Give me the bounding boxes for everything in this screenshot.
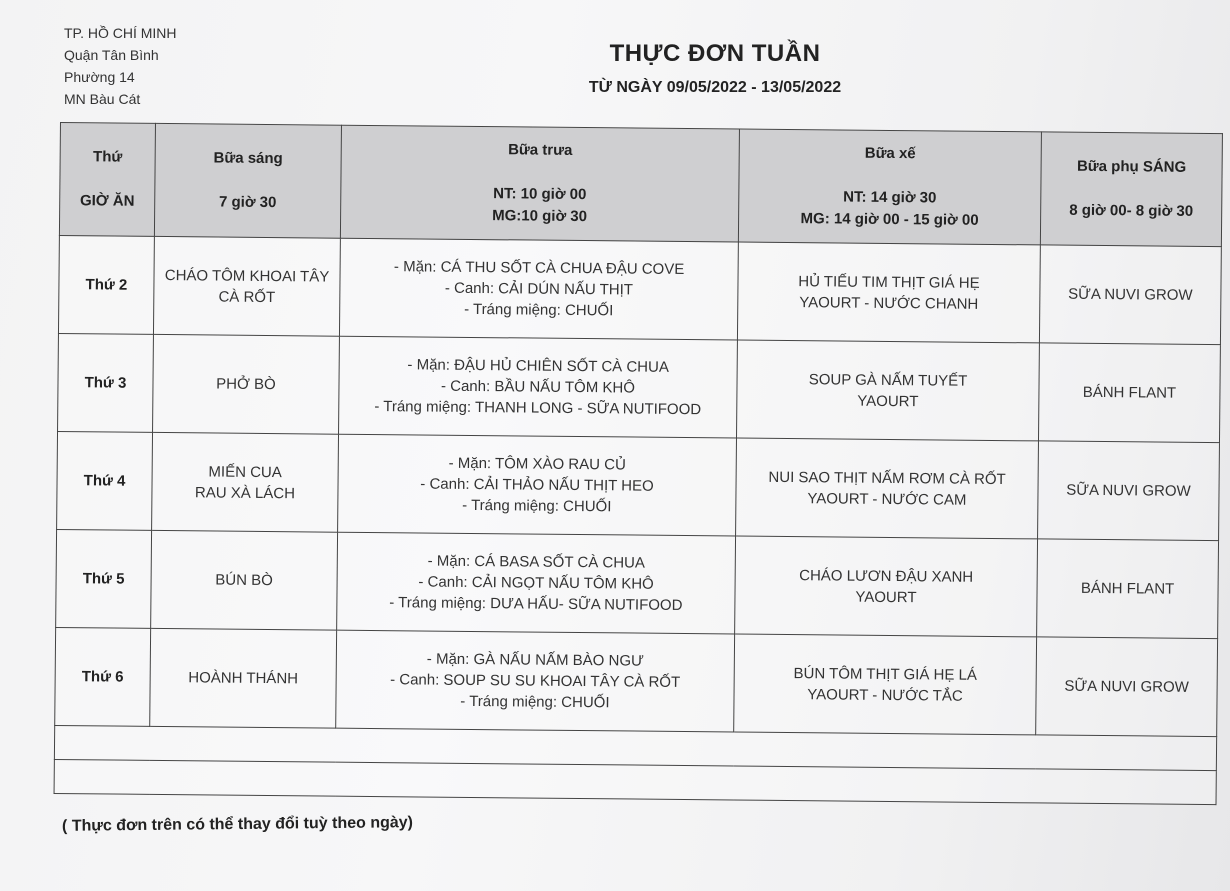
breakfast-line: CHÁO TÔM KHOAI TÂY [164, 266, 330, 286]
afternoon-line: HỦ TIẾU TIM THỊT GIÁ HẸ [798, 272, 980, 292]
afternoon-cell [735, 536, 1038, 637]
lunch-line: - Tráng miệng: DƯA HẤU- SỮA NUTIFOOD [389, 594, 683, 614]
afternoon-line: YAOURT - NƯỚC TẮC [807, 685, 963, 705]
lunch-line: - Canh: CẢI DÚN NẤU THỊT [444, 279, 634, 299]
header-lunch [340, 125, 739, 242]
weekly-menu-table [54, 122, 1223, 805]
breakfast-line: BÚN BÒ [215, 571, 273, 590]
afternoon-line: NUI SAO THỊT NẤM RƠM CÀ RỐT [768, 468, 1006, 488]
header-breakfast-label: Bữa sáng [213, 149, 283, 168]
address-city: TP. HỒ CHÍ MINH [64, 25, 177, 41]
afternoon-cell [736, 438, 1039, 539]
breakfast-cell [153, 334, 340, 434]
breakfast-cell [151, 530, 338, 630]
snack-cell: BÁNH FLANT [1038, 343, 1220, 443]
header-breakfast [154, 123, 341, 238]
lunch-cell [339, 336, 738, 438]
snack-cell: BÁNH FLANT [1037, 539, 1219, 639]
address-ward: Phường 14 [64, 69, 135, 85]
lunch-line: - Mặn: ĐẬU HỦ CHIÊN SỐT CÀ CHUA [407, 356, 669, 376]
breakfast-line: MIẾN CUA [208, 462, 282, 481]
date-range: TỪ NGÀY 09/05/2022 - 13/05/2022 [588, 79, 842, 96]
breakfast-line: PHỞ BÒ [216, 375, 276, 394]
breakfast-line: HOÀNH THÁNH [188, 669, 299, 688]
lunch-cell [337, 532, 736, 634]
lunch-line: - Canh: BẦU NẤU TÔM KHÔ [440, 377, 636, 397]
day-cell: Thứ 2 [58, 235, 154, 334]
header-afternoon-time-nt: NT: 14 giờ 30 [843, 188, 937, 207]
header-afternoon [738, 129, 1041, 245]
header-row [59, 123, 1222, 247]
day-cell: Thứ 6 [55, 627, 151, 726]
day-cell: Thứ 5 [56, 529, 152, 628]
header-afternoon-label: Bữa xế [864, 144, 916, 163]
address-school: MN Bàu Cát [64, 91, 141, 107]
afternoon-cell [737, 242, 1040, 343]
lunch-line: - Mặn: CÁ BASA SỐT CÀ CHUA [427, 552, 646, 572]
afternoon-line: YAOURT - NƯỚC CAM [807, 489, 967, 509]
header-day [59, 123, 155, 237]
lunch-line: - Tráng miệng: THANH LONG - SỮA NUTIFOOD [374, 398, 702, 419]
table-row [58, 333, 1221, 442]
breakfast-line: CÀ RỐT [218, 288, 276, 306]
header-lunch-time-mg: MG:10 giờ 30 [492, 207, 588, 226]
breakfast-cell [153, 236, 340, 336]
snack-cell: SỮA NUVI GROW [1036, 637, 1218, 737]
lunch-line: - Mặn: CÁ THU SỐT CÀ CHUA ĐẬU COVE [393, 258, 685, 278]
lunch-line: - Canh: CẢI THẢO NẤU THỊT HEO [420, 475, 654, 495]
header-lunch-time-nt: NT: 10 giờ 00 [493, 185, 587, 204]
breakfast-line: RAU XÀ LÁCH [194, 483, 296, 502]
lunch-line: - Canh: SOUP SU SU KHOAI TÂY CÀ RỐT [390, 671, 681, 691]
breakfast-cell [150, 628, 337, 728]
lunch-cell [339, 238, 738, 340]
breakfast-cell [152, 432, 339, 532]
header-lunch-label: Bữa trưa [508, 141, 573, 159]
afternoon-line: YAOURT [855, 588, 917, 606]
lunch-line: - Tráng miệng: CHUỐI [460, 692, 610, 712]
header-afternoon-time-mg: MG: 14 giờ 00 - 15 giờ 00 [800, 210, 979, 229]
afternoon-line: BÚN TÔM THỊT GIÁ HẸ LÁ [793, 664, 978, 684]
footnote: ( Thực đơn trên có thể thay đổi tuỳ theo ngày) [61, 814, 414, 835]
day-cell: Thứ 3 [58, 333, 154, 432]
lunch-cell [338, 434, 737, 536]
address-district: Quận Tân Bình [64, 47, 159, 63]
header-breakfast-time: 7 giờ 30 [218, 193, 277, 212]
table-row [58, 235, 1221, 344]
lunch-line: - Canh: CẢI NGỌT NẤU TÔM KHÔ [418, 573, 654, 593]
school-address [64, 22, 177, 110]
afternoon-line: YAOURT - NƯỚC CHANH [799, 293, 979, 313]
afternoon-line: SOUP GÀ NẤM TUYẾT [808, 370, 968, 390]
header-snack [1040, 132, 1222, 247]
header-day-label: Thứ [92, 148, 123, 166]
snack-cell: SỮA NUVI GROW [1038, 441, 1220, 541]
afternoon-line: YAOURT [857, 392, 919, 410]
table-row [57, 431, 1220, 540]
afternoon-cell [736, 340, 1039, 441]
lunch-line: - Tráng miệng: CHUỐI [462, 496, 612, 516]
table-row [55, 627, 1218, 736]
lunch-cell [336, 630, 735, 732]
table-row [56, 529, 1219, 638]
lunch-line: - Mặn: GÀ NẤU NẤM BÀO NGƯ [426, 650, 644, 670]
lunch-line: - Mặn: TÔM XÀO RAU CỦ [448, 454, 626, 474]
header-time-label: GIỜ ĂN [79, 192, 135, 210]
header-snack-time: 8 giờ 00- 8 giờ 30 [1069, 201, 1194, 220]
snack-cell: SỮA NUVI GROW [1039, 245, 1221, 345]
day-cell: Thứ 4 [57, 431, 153, 530]
afternoon-line: CHÁO LƯƠN ĐẬU XANH [799, 566, 974, 586]
page-title: THỰC ĐƠN TUẦN [609, 40, 821, 67]
afternoon-cell [734, 634, 1037, 735]
lunch-line: - Tráng miệng: CHUỐI [464, 300, 614, 320]
header-snack-label: Bữa phụ SÁNG [1076, 157, 1187, 176]
